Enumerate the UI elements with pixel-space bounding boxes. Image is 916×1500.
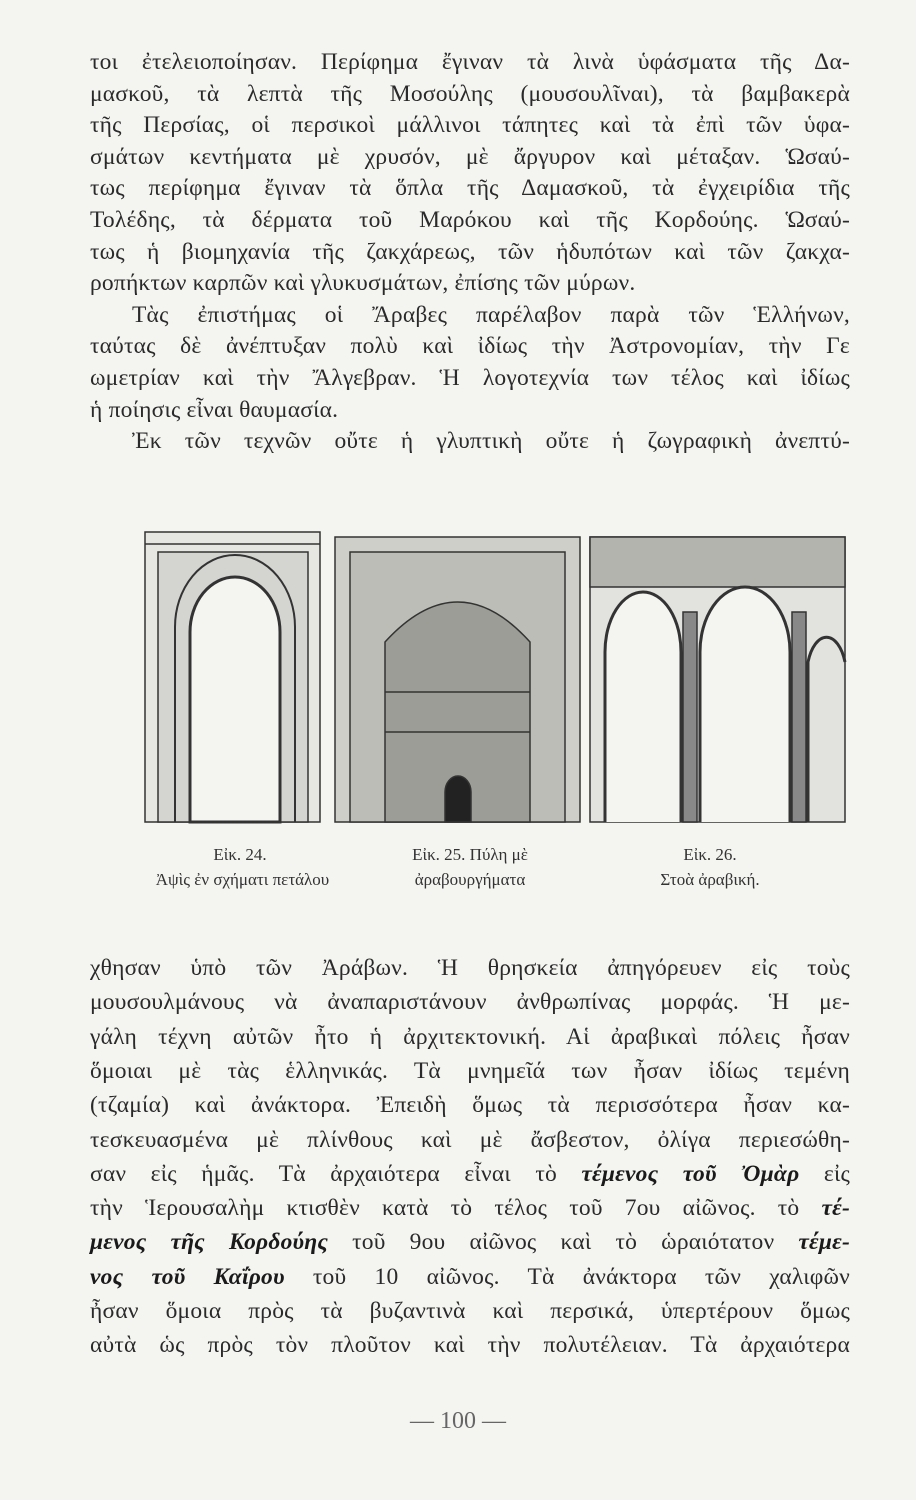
text-segment: Τὰς ἐπιστήμας οἱ Ἄραβες παρέλαβον παρὰ τῶν Ἑλλήνων, [132, 301, 850, 328]
text-segment: σαν εἰς ἡμᾶς. Τὰ ἀρχαιότερα εἶναι τὸ [90, 1160, 582, 1187]
text-line [90, 1159, 850, 1189]
text-segment: σμάτων κεντήματα μὲ χρυσόν, μὲ ἄργυρον καὶ μέταξαν. Ὡσαύ- [90, 143, 850, 170]
text-segment: τοῦ 9ου αἰῶνος καὶ τὸ ὡραιότατον [328, 1229, 799, 1256]
text-line [90, 47, 850, 77]
text-line [90, 1227, 850, 1257]
page-number: — 100 — [410, 1408, 506, 1434]
text-line [90, 237, 850, 267]
text-line [90, 1056, 850, 1086]
text-segment: Ἐκ τῶν τεχνῶν οὔτε ἡ γλυπτικὴ οὔτε ἡ ζωγραφικὴ ἀνεπτύ- [132, 428, 850, 455]
text-segment: ἦσαν ὅμοια πρὸς τὰ βυζαντινὰ καὶ περσικά, ὑπερτέρουν ὅμως [90, 1298, 850, 1324]
text-segment: τοι ἐτελειοποίησαν. Περίφημα ἔγιναν τὰ λινὰ ὑφάσματα τῆς Δα- [90, 49, 850, 75]
text-line [90, 1262, 850, 1292]
text-line [90, 142, 850, 172]
text-segment: εἰς [799, 1160, 850, 1187]
text-segment: μασκοῦ, τὰ λεπτὰ τῆς Μοσούλης (μουσουλῖναι), τὰ βαμβακερὰ [90, 80, 850, 107]
text-segment: αὐτὰ ὡς πρὸς τὸν πλοῦτον καὶ τὴν πολυτέλειαν. Τὰ ἀρχαιότερα [90, 1332, 850, 1359]
text-segment: ωμετρίαν καὶ τὴν Ἄλγεβραν. Ἡ λογοτεχνία των τέλος καὶ ἰδίως [90, 365, 850, 391]
fig26-arabic-portico-illustration [590, 537, 845, 822]
text-line [90, 1296, 850, 1326]
fig24-caption-desc: Ἀψὶς ἐν σχήματι πετάλου [155, 870, 330, 889]
bold-term: τέ- [821, 1195, 850, 1222]
text-segment: ροπήκτων καρπῶν καὶ γλυκυσμάτων, ἐπίσης τῶν μύρων. [90, 270, 636, 297]
text-line [90, 1022, 850, 1052]
fig26-caption-label: Εἰκ. 26. [683, 845, 737, 864]
text-segment: μουσουλμάνους νὰ ἀναπαριστάνουν ἀνθρωπίνας μορφάς. Ἡ με- [90, 989, 850, 1016]
fig24-horseshoe-arch-illustration [145, 532, 320, 822]
text-line [90, 426, 850, 456]
bold-term: τέμενος τοῦ Ὀμὰρ [581, 1160, 800, 1187]
text-line [90, 363, 850, 393]
text-segment: (τζαμία) καὶ ἀνάκτορα. Ἐπειδὴ ὅμως τὰ περισσότερα ἦσαν κα- [90, 1092, 850, 1119]
fig25-caption-label: Εἰκ. 25. Πύλη μὲ [412, 845, 528, 864]
text-line [90, 268, 850, 298]
fig25-gate-arabesque-illustration [335, 537, 580, 822]
text-segment: τοῦ 10 αἰῶνος. Τὰ ἀνάκτορα τῶν χαλιφῶν [284, 1263, 850, 1290]
text-line [90, 987, 850, 1017]
text-line [90, 1330, 850, 1360]
text-line [90, 395, 850, 425]
text-line [90, 79, 850, 109]
text-line [90, 1193, 850, 1223]
text-segment: τως περίφημα ἔγιναν τὰ ὅπλα τῆς Δαμασκοῦ, τὰ ἐγχειρίδια τῆς [90, 175, 850, 202]
bold-term: νος τοῦ Καΐρου [90, 1263, 285, 1290]
text-segment: Τολέδης, τὰ δέρματα τοῦ Μαρόκου καὶ τῆς Κορδούης. Ὡσαύ- [90, 207, 850, 233]
text-segment: τῆς Περσίας, οἱ περσικοὶ μάλλινοι τάπητες καὶ τὰ ἐπὶ τῶν ὑφα- [90, 112, 850, 139]
fig24-caption-label: Εἰκ. 24. [213, 845, 267, 864]
text-segment: ταύτας δὲ ἀνέπτυξαν πολὺ καὶ ἰδίως τὴν Ἀστρονομίαν, τὴν Γε [90, 333, 850, 360]
text-segment: γάλη τέχνη αὐτῶν ἦτο ἡ ἀρχιτεκτονική. Αἱ ἀραβικαὶ πόλεις ἦσαν [90, 1023, 850, 1050]
text-line [90, 300, 850, 330]
bold-term: τέμε- [798, 1229, 851, 1256]
text-line [90, 205, 850, 235]
text-segment: τως ἡ βιομηχανία τῆς ζακχάρεως, τῶν ἡδυπότων καὶ τῶν ζακχα- [90, 238, 850, 265]
text-line [90, 110, 850, 140]
text-line [90, 1090, 850, 1120]
fig25-caption-desc: ἀραβουργήματα [414, 870, 526, 889]
text-line [90, 173, 850, 203]
text-line [90, 1125, 850, 1155]
text-segment: τὴν Ἱερουσαλὴμ κτισθὲν κατὰ τὸ τέλος τοῦ 7ου αἰῶνος. τὸ [90, 1195, 822, 1222]
fig26-caption-desc: Στοὰ ἀραβική. [660, 870, 760, 889]
text-line [90, 953, 850, 983]
text-segment: τεσκευασμένα μὲ πλίνθους καὶ μὲ ἄσβεστον, ὀλίγα περιεσώθη- [90, 1126, 850, 1153]
text-segment: ὅμοιαι μὲ τὰς ἑλληνικάς. Τὰ μνημεῖά των ἦσαν ἰδίως τεμένη [90, 1057, 850, 1084]
text-segment: ἡ ποίησις εἶναι θαυμασία. [90, 396, 339, 423]
text-line [90, 331, 850, 361]
text-segment: χθησαν ὑπὸ τῶν Ἀράβων. Ἡ θρησκεία ἀπηγόρευεν εἰς τοὺς [90, 955, 850, 981]
figure-arabic-architecture [140, 522, 850, 832]
bold-term: μενος τῆς Κορδούης [90, 1229, 329, 1256]
